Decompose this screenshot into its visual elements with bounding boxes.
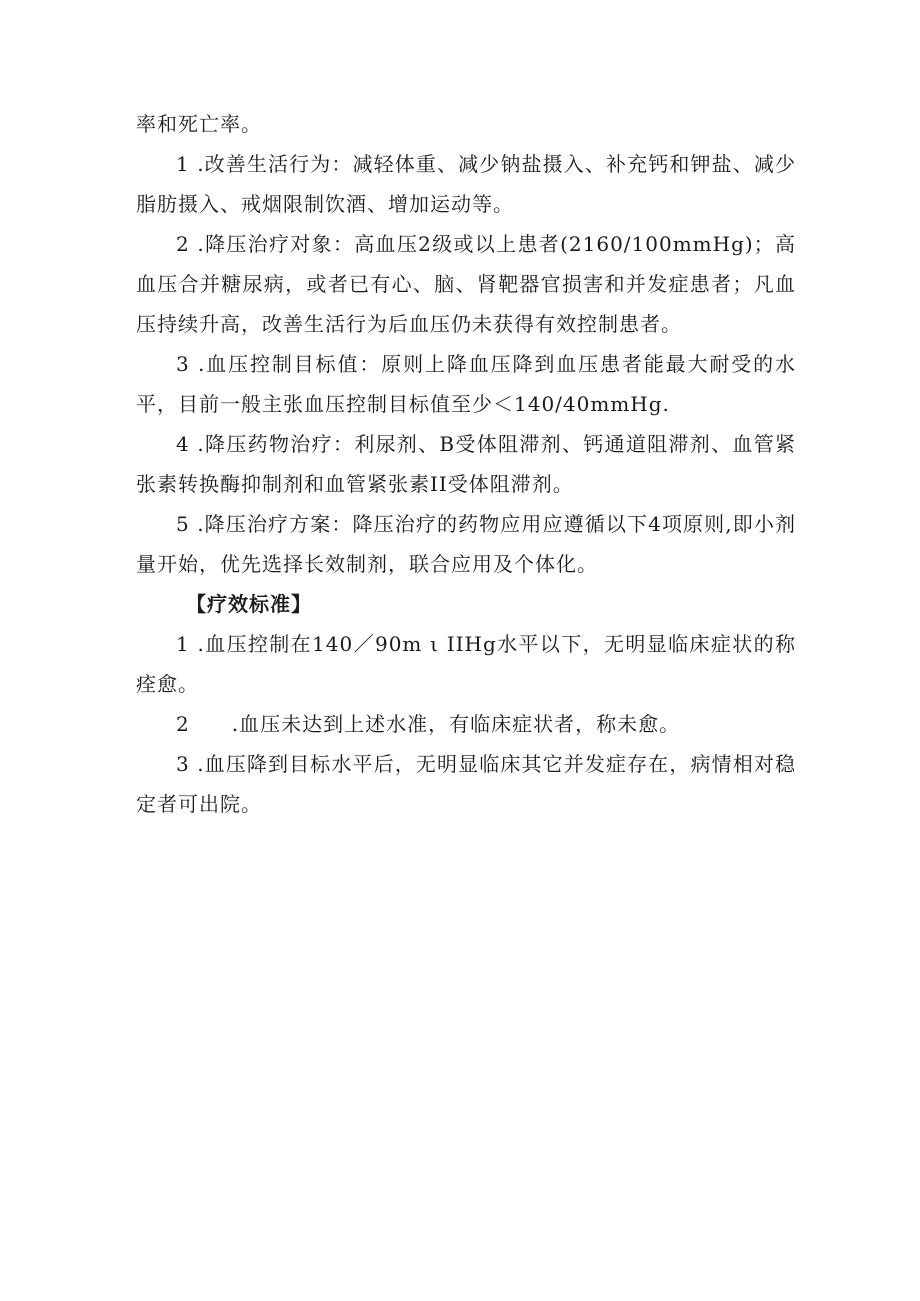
paragraph-drug-therapy: 4 .降压药物治疗：利尿剂、B受体阻滞剂、钙通道阻滞剂、血管紧张素转换酶抑制剂和血管紧张素II受体阻滞剂。	[136, 432, 796, 496]
paragraph-continuation: 率和死亡率。	[136, 112, 262, 136]
paragraph-treatment-targets: 2 .降压治疗对象：高血压2级或以上患者(2160/100mmHg)；高血压合并糖尿病，或者已有心、脑、肾靶器官损害和并发症患者；凡血压持续升高，改善生活行为后血压仍未获得有效控制患者。	[136, 232, 796, 336]
paragraph-bp-goal: 3 .血压控制目标值：原则上降血压降到血压患者能最大耐受的水平，目前一般主张血压控制目标值至少＜140/40mmHg.	[136, 352, 796, 416]
section-heading-efficacy: 【疗效标准】	[186, 592, 312, 616]
paragraph-cured: 1 .血压控制在140／90m ι IIHg水平以下，无明显临床症状的称痊愈。	[136, 632, 796, 696]
document-body	[136, 104, 796, 824]
paragraph-discharge: 3 .血压降到目标水平后，无明显临床其它并发症存在，病情相对稳定者可出院。	[136, 752, 796, 816]
paragraph-not-cured: 2 .血压未达到上述水准，有临床症状者，称未愈。	[176, 712, 681, 736]
paragraph-treatment-plan: 5 .降压治疗方案：降压治疗的药物应用应遵循以下4项原则,即小剂量开始，优先选择长效制剂，联合应用及个体化。	[136, 512, 796, 576]
paragraph-lifestyle: 1 .改善生活行为：减轻体重、减少钠盐摄入、补充钙和钾盐、减少脂肪摄入、戒烟限制饮酒、增加运动等。	[136, 152, 796, 216]
